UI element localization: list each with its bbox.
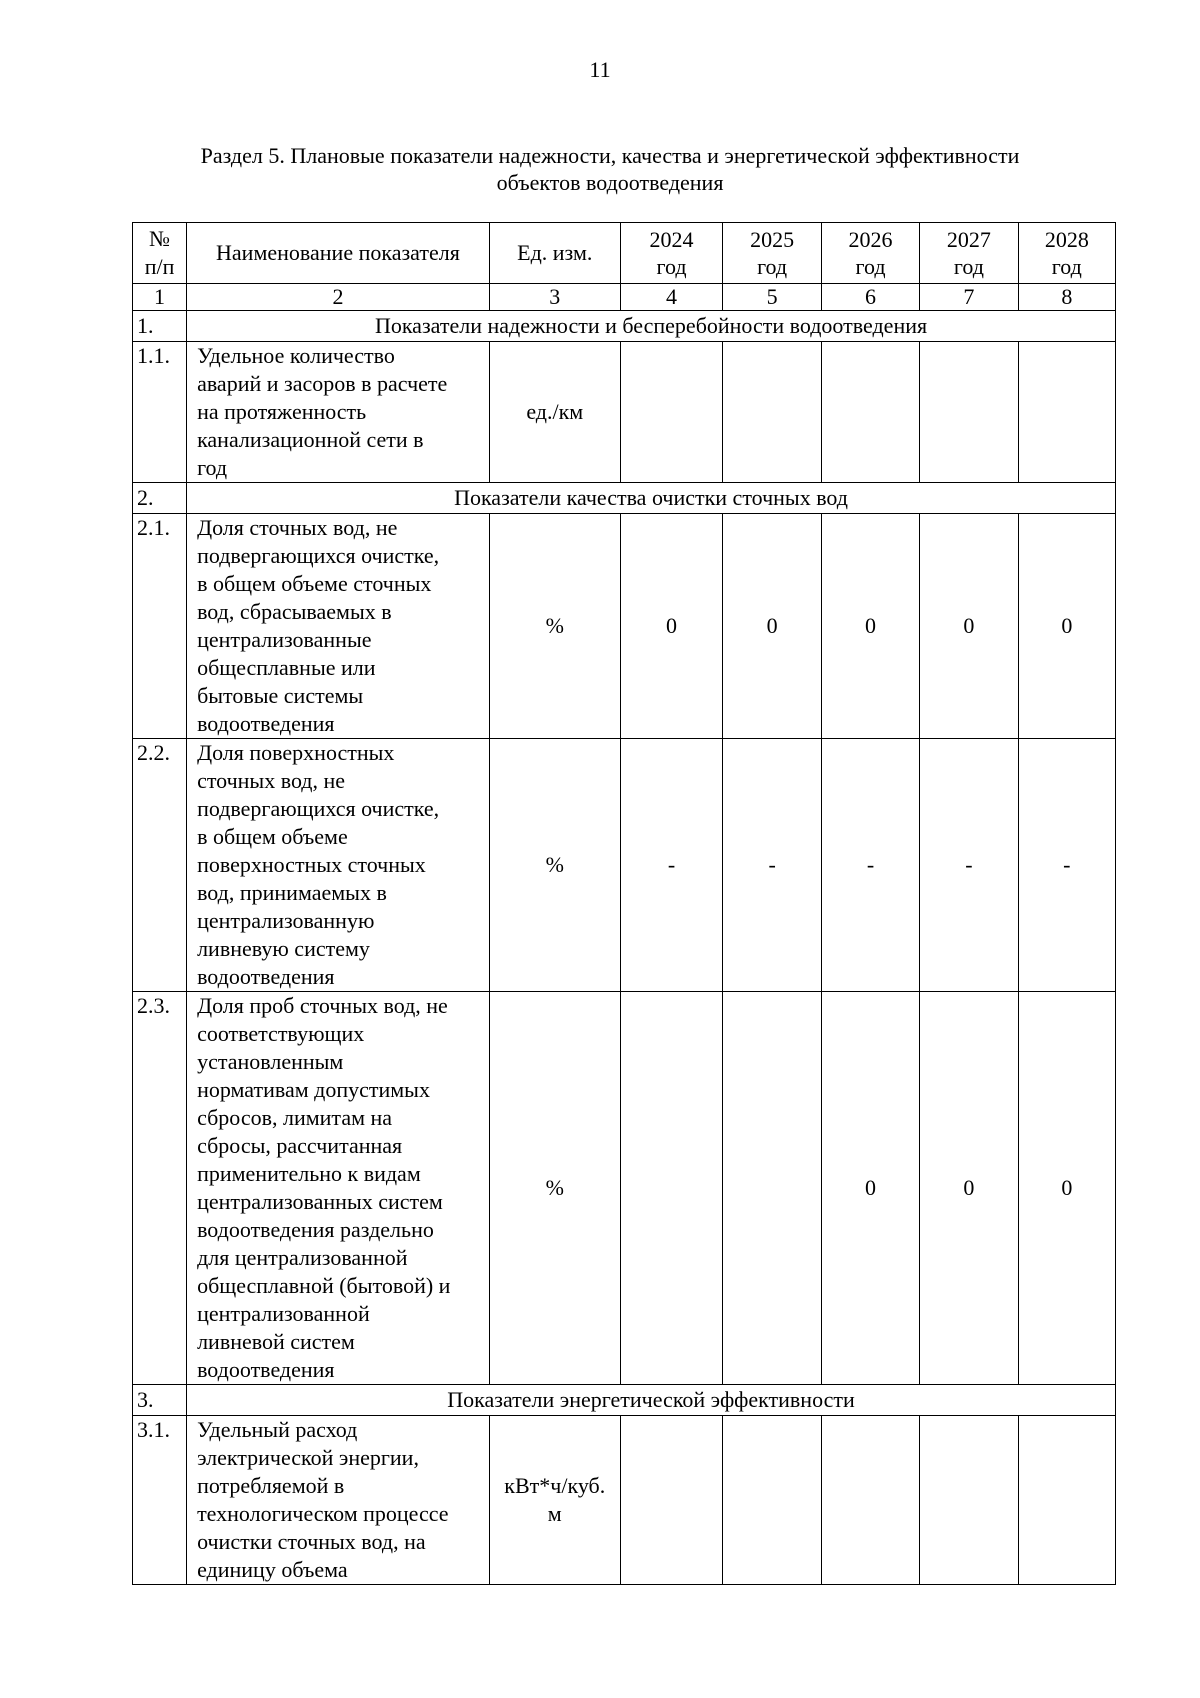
indicator-name-line: водоотведения раздельно bbox=[197, 1217, 434, 1242]
indicator-name-line: Доля проб сточных вод, не bbox=[197, 993, 448, 1018]
indicator-unit-line: кВт*ч/куб. bbox=[504, 1473, 606, 1498]
header-year-cell bbox=[1018, 223, 1115, 284]
header-num-line: № bbox=[149, 226, 171, 251]
indicator-name-line: подвергающихся очистке, bbox=[197, 796, 440, 821]
indicator-name bbox=[187, 342, 490, 483]
indicator-name-line: соответствующих bbox=[197, 1021, 365, 1046]
indicator-name-line: нормативам допустимых bbox=[197, 1077, 430, 1102]
indicator-name-line: аварий и засоров в расчете bbox=[197, 371, 448, 396]
indicator-name bbox=[187, 514, 490, 739]
indicator-name-line: Доля поверхностных bbox=[197, 740, 395, 765]
section-row bbox=[133, 311, 1116, 342]
indicator-value: - bbox=[723, 739, 821, 992]
column-index-cell: 8 bbox=[1018, 284, 1115, 311]
page-number: 11 bbox=[589, 57, 611, 82]
indicator-name-line: централизованные bbox=[197, 627, 372, 652]
indicator-name bbox=[187, 1416, 490, 1585]
indicator-value bbox=[1018, 342, 1115, 483]
indicator-name-line: бытовые системы bbox=[197, 683, 364, 708]
indicator-num: 3.1. bbox=[133, 1416, 187, 1585]
indicator-value bbox=[920, 342, 1018, 483]
indicator-name-line: на протяженность bbox=[197, 399, 367, 424]
indicator-row bbox=[133, 342, 1116, 483]
column-index-cell: 7 bbox=[920, 284, 1018, 311]
section-title: Показатели качества очистки сточных вод bbox=[187, 483, 1116, 514]
indicator-name-line: водоотведения bbox=[197, 964, 335, 989]
indicator-row bbox=[133, 992, 1116, 1385]
indicator-name-line: для централизованной bbox=[197, 1245, 408, 1270]
indicator-unit: % bbox=[489, 514, 620, 739]
indicator-unit bbox=[489, 1416, 620, 1585]
indicator-name bbox=[187, 992, 490, 1385]
indicator-unit: % bbox=[489, 992, 620, 1385]
indicator-value: 0 bbox=[821, 992, 919, 1385]
indicator-name-line: потребляемой в bbox=[197, 1473, 345, 1498]
header-year-cell bbox=[920, 223, 1018, 284]
indicator-value bbox=[821, 1416, 919, 1585]
indicator-name-line: вод, сбрасываемых в bbox=[197, 599, 392, 624]
section-row bbox=[133, 1385, 1116, 1416]
indicator-row bbox=[133, 1416, 1116, 1585]
indicator-name-line: подвергающихся очистке, bbox=[197, 543, 440, 568]
indicator-name-line: общесплавные или bbox=[197, 655, 376, 680]
indicator-name-line: единицу объема bbox=[197, 1557, 348, 1582]
indicator-name-line: в общем объеме сточных bbox=[197, 571, 432, 596]
indicator-name-line: ливневой систем bbox=[197, 1329, 355, 1354]
header-year-cell bbox=[821, 223, 919, 284]
header-year: 2024 bbox=[649, 227, 694, 252]
header-year-label: год bbox=[855, 254, 886, 279]
indicator-value: 0 bbox=[620, 514, 723, 739]
indicator-value: 0 bbox=[920, 514, 1018, 739]
indicator-value bbox=[723, 992, 821, 1385]
indicator-value: - bbox=[620, 739, 723, 992]
indicator-unit: ед./км bbox=[489, 342, 620, 483]
indicator-value bbox=[723, 342, 821, 483]
column-index-cell: 4 bbox=[620, 284, 723, 311]
section-title bbox=[120, 142, 1100, 196]
header-year-label: год bbox=[953, 254, 984, 279]
section-title-line-2: объектов водоотведения bbox=[496, 170, 724, 195]
column-index-cell: 5 bbox=[723, 284, 821, 311]
header-year-label: год bbox=[656, 254, 687, 279]
indicator-name-line: централизованной bbox=[197, 1301, 370, 1326]
indicator-name-line: технологическом процессе bbox=[197, 1501, 449, 1526]
indicator-value: 0 bbox=[1018, 992, 1115, 1385]
indicator-value: 0 bbox=[723, 514, 821, 739]
header-year-label: год bbox=[757, 254, 788, 279]
header-year: 2026 bbox=[848, 227, 893, 252]
indicator-name-line: Доля сточных вод, не bbox=[197, 515, 398, 540]
indicator-name-line: канализационной сети в bbox=[197, 427, 424, 452]
indicator-name-line: общесплавной (бытовой) и bbox=[197, 1273, 451, 1298]
indicator-value: - bbox=[920, 739, 1018, 992]
header-num-cell bbox=[133, 223, 187, 284]
indicator-name-line: Удельный расход bbox=[197, 1417, 358, 1442]
section-title: Показатели энергетической эффективности bbox=[187, 1385, 1116, 1416]
indicator-num: 2.1. bbox=[133, 514, 187, 739]
indicator-name-line: централизованную bbox=[197, 908, 375, 933]
indicator-name-line: сбросы, рассчитанная bbox=[197, 1133, 403, 1158]
indicator-unit: % bbox=[489, 739, 620, 992]
indicator-name-line: очистки сточных вод, на bbox=[197, 1529, 426, 1554]
indicator-row bbox=[133, 739, 1116, 992]
indicator-name-line: водоотведения bbox=[197, 711, 335, 736]
indicator-name-line: в общем объеме bbox=[197, 824, 348, 849]
header-year-cell bbox=[620, 223, 723, 284]
column-index-cell: 6 bbox=[821, 284, 919, 311]
header-year-label: год bbox=[1051, 254, 1082, 279]
section-title-line-1: Раздел 5. Плановые показатели надежности, качества и энергетической эффективности bbox=[200, 143, 1020, 168]
indicator-name-line: сточных вод, не bbox=[197, 768, 346, 793]
header-year: 2028 bbox=[1044, 227, 1089, 252]
indicator-value: 0 bbox=[821, 514, 919, 739]
indicator-name-line: Удельное количество bbox=[197, 343, 395, 368]
indicator-value: - bbox=[1018, 739, 1115, 992]
indicator-name-line: электрической энергии, bbox=[197, 1445, 419, 1470]
header-num-line: п/п bbox=[144, 254, 175, 279]
section-num: 2. bbox=[133, 483, 187, 514]
indicator-value bbox=[821, 342, 919, 483]
header-year-cell bbox=[723, 223, 821, 284]
indicator-value bbox=[1018, 1416, 1115, 1585]
header-row bbox=[133, 223, 1116, 284]
indicator-name-line: ливневую систему bbox=[197, 936, 370, 961]
indicator-value bbox=[723, 1416, 821, 1585]
indicator-name-line: вод, принимаемых в bbox=[197, 880, 387, 905]
indicator-value bbox=[620, 992, 723, 1385]
indicator-value bbox=[620, 342, 723, 483]
section-row bbox=[133, 483, 1116, 514]
indicator-value: - bbox=[821, 739, 919, 992]
indicator-value: 0 bbox=[1018, 514, 1115, 739]
indicator-num: 2.2. bbox=[133, 739, 187, 992]
indicator-value bbox=[620, 1416, 723, 1585]
header-unit-cell: Ед. изм. bbox=[489, 223, 620, 284]
indicator-value bbox=[920, 1416, 1018, 1585]
indicator-row bbox=[133, 514, 1116, 739]
indicator-name-line: сбросов, лимитам на bbox=[197, 1105, 393, 1130]
indicator-name-line: поверхностных сточных bbox=[197, 852, 426, 877]
section-num: 1. bbox=[133, 311, 187, 342]
indicator-name-line: установленным bbox=[197, 1049, 344, 1074]
column-index-cell: 1 bbox=[133, 284, 187, 311]
indicator-unit-line: м bbox=[547, 1501, 562, 1526]
indicator-name-line: применительно к видам bbox=[197, 1161, 421, 1186]
indicators-table bbox=[132, 222, 1116, 1585]
header-year: 2027 bbox=[946, 227, 991, 252]
column-index-cell: 3 bbox=[489, 284, 620, 311]
section-num: 3. bbox=[133, 1385, 187, 1416]
column-index-row bbox=[133, 284, 1116, 311]
section-title: Показатели надежности и бесперебойности водоотведения bbox=[187, 311, 1116, 342]
indicator-name-line: централизованных систем bbox=[197, 1189, 443, 1214]
indicator-name-line: водоотведения bbox=[197, 1357, 335, 1382]
indicator-name-line: год bbox=[197, 455, 228, 480]
indicator-name bbox=[187, 739, 490, 992]
indicator-value: 0 bbox=[920, 992, 1018, 1385]
header-year: 2025 bbox=[750, 227, 795, 252]
header-name-cell: Наименование показателя bbox=[187, 223, 490, 284]
indicator-num: 2.3. bbox=[133, 992, 187, 1385]
indicator-num: 1.1. bbox=[133, 342, 187, 483]
column-index-cell: 2 bbox=[187, 284, 490, 311]
